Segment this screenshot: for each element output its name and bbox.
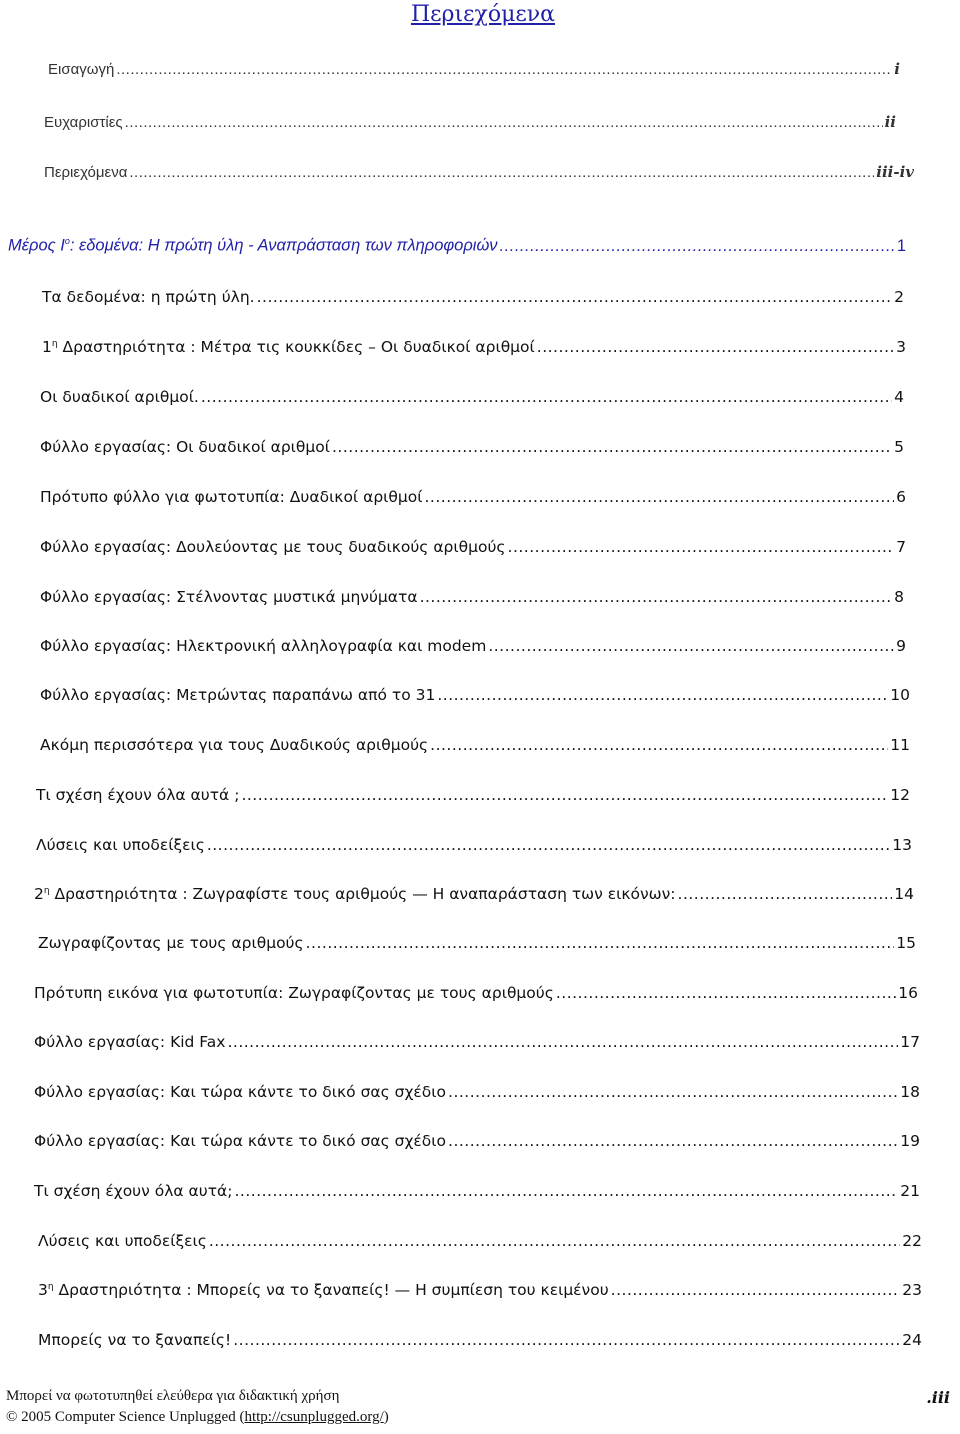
dot-leader — [678, 885, 893, 903]
toc-entry[interactable]: Τι σχέση έχουν όλα αυτά; ..... 21 — [34, 1182, 920, 1200]
footer-copyright: © 2005 Computer Science Unplugged (http://csunplugged.org/) — [6, 1409, 389, 1425]
toc-entry[interactable]: Πρότυπη εικόνα για φωτοτυπία: Ζωγραφίζοντας με τους αριθμούς ..... 16 — [34, 984, 918, 1002]
toc-entry[interactable]: Φύλλο εργασίας: Και τώρα κάντε το δικό σας σχέδιο ..... 19 — [34, 1132, 920, 1150]
dot-leader — [227, 1033, 898, 1051]
toc-entry[interactable]: Φύλλο εργασίας: Στέλνοντας μυστικά μηνύματα ..... 8 — [40, 588, 904, 606]
toc-entry[interactable]: Λύσεις και υποδείξεις ..... 13 — [36, 836, 912, 854]
dot-leader — [332, 438, 892, 456]
page-title: Περιεχόμενα — [410, 2, 556, 27]
footer-copy-notice: Μπορεί να φωτοτυπηθεί ελεύθερα για διδακτική χρήση — [6, 1388, 340, 1404]
dot-leader — [437, 686, 888, 704]
toc-entry[interactable]: Φύλλο εργασίας: Μετρώντας παραπάνω από το 31 ..... 10 — [40, 686, 910, 704]
dot-leader — [448, 1083, 898, 1101]
toc-entry[interactable]: Φύλλο εργασίας: Kid Fax ..... 17 — [34, 1033, 920, 1051]
dot-leader — [430, 736, 888, 754]
dot-leader — [420, 588, 893, 606]
dot-leader — [306, 934, 895, 952]
toc-entry[interactable]: Τα δεδομένα: η πρώτη ύλη. ..... 2 — [42, 288, 904, 306]
toc-entry[interactable]: Μπορείς να το ξαναπείς! ..... 24 — [38, 1331, 922, 1349]
dot-leader — [241, 786, 888, 804]
dot-leader — [235, 1182, 899, 1200]
dot-leader — [424, 488, 894, 506]
toc-entry[interactable]: Ακόμη περισσότερα για τους Δυαδικούς αριθμούς ..... 11 — [40, 736, 910, 754]
page-number: .iii — [926, 1388, 950, 1407]
toc-entry-intro[interactable]: Εισαγωγή ..... i — [48, 60, 900, 78]
toc-part-1[interactable]: Μέρος $I^o$: εδομένα: Η πρώτη ύλη - Αναπράσταση των πληροφοριών ..... 1 — [8, 236, 906, 256]
toc-entry[interactable]: Τι σχέση έχουν όλα αυτά ; ..... 12 — [36, 786, 910, 804]
dot-leader — [448, 1132, 898, 1150]
dot-leader — [209, 1232, 900, 1250]
toc-entry-activity-3[interactable]: $3^\eta$ Δραστηριότητα : Μπορείς να το ξαναπείς! — Η συμπίεση του κειμένου ..... 23 — [38, 1281, 922, 1299]
toc-entry[interactable]: Φύλλο εργασίας: Και τώρα κάντε το δικό σας σχέδιο ..... 18 — [34, 1083, 920, 1101]
dot-leader — [500, 237, 895, 256]
dot-leader — [508, 538, 895, 556]
toc-entry[interactable]: Φύλλο εργασίας: Ηλεκτρονική αλληλογραφία και modem ..... 9 — [40, 637, 906, 655]
toc-entry[interactable]: Φύλλο εργασίας: Δουλεύοντας με τους δυαδικούς αριθμούς ..... 7 — [40, 538, 906, 556]
dot-leader — [233, 1331, 900, 1349]
toc-entry-contents[interactable]: Περιεχόμενα ..... iii-iv — [44, 163, 914, 181]
dot-leader — [125, 114, 883, 131]
dot-leader — [116, 61, 892, 78]
toc-entry[interactable]: Λύσεις και υποδείξεις ..... 22 — [38, 1232, 922, 1250]
dot-leader — [488, 637, 894, 655]
dot-leader — [611, 1281, 901, 1299]
toc-entry[interactable]: Πρότυπο φύλλο για φωτοτυπία: Δυαδικοί αριθμοί ..... 6 — [40, 488, 906, 506]
toc-entry[interactable]: Οι δυαδικοί αριθμοί. ..... 4 — [40, 388, 904, 406]
dot-leader — [537, 338, 894, 356]
dot-leader — [129, 164, 874, 181]
dot-leader — [257, 288, 893, 306]
dot-leader — [556, 984, 896, 1002]
csunplugged-link[interactable]: http://csunplugged.org/ — [244, 1409, 384, 1425]
toc-entry[interactable]: Φύλλο εργασίας: Οι δυαδικοί αριθμοί ..... 5 — [40, 438, 904, 456]
toc-entry-activity-2[interactable]: $2^\eta$ Δραστηριότητα : Ζωγραφίστε τους αριθμούς — Η αναπαράσταση των εικόνων: ..... 14 — [34, 885, 914, 903]
toc-entry-acknowledgements[interactable]: Ευχαριστίες ..... ii — [44, 113, 896, 131]
toc-entry-activity-1[interactable]: $1^\eta$ Δραστηριότητα : Μέτρα τις κουκκίδες – Οι δυαδικοί αριθμοί ..... 3 — [42, 338, 906, 356]
dot-leader — [207, 836, 890, 854]
dot-leader — [201, 388, 892, 406]
toc-entry[interactable]: Ζωγραφίζοντας με τους αριθμούς ..... 15 — [38, 934, 916, 952]
